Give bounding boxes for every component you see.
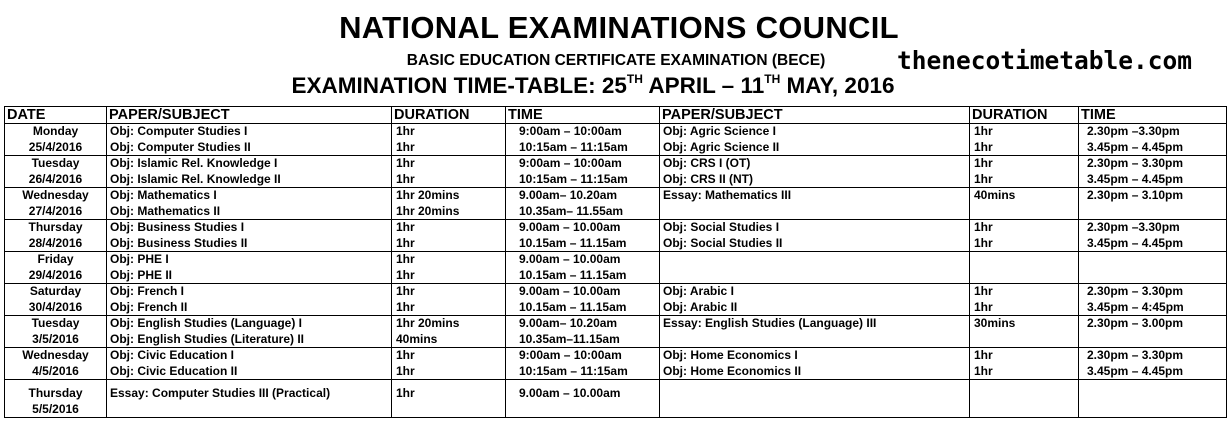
paper-time: 10.35am–11.15am xyxy=(519,331,620,346)
paper-duration xyxy=(974,386,1078,402)
col-header-duration-morning: DURATION xyxy=(392,107,506,124)
paper-subject xyxy=(663,204,969,220)
paper-cell-morning xyxy=(107,380,392,418)
paper-subject: Obj: Social Studies II xyxy=(663,235,783,250)
time-cell-morning xyxy=(506,188,660,220)
date-cell xyxy=(5,380,107,418)
paper-time: 10:15am – 11:15am xyxy=(519,171,628,186)
paper-subject: Obj: Business Studies I xyxy=(110,220,245,234)
paper-time: 2.30pm – 3.00pm xyxy=(1087,316,1184,330)
paper-duration: 1hr xyxy=(396,156,415,170)
paper-subject xyxy=(663,332,969,348)
col-header-paper-morning: PAPER/SUBJECT xyxy=(107,107,392,124)
date-cell xyxy=(5,252,107,284)
table-row xyxy=(5,316,1227,348)
time-cell-morning xyxy=(506,252,660,284)
paper-cell-morning xyxy=(107,252,392,284)
exam-date: 30/4/2016 xyxy=(28,299,83,314)
paper-time xyxy=(519,402,659,418)
exam-date: 3/5/2016 xyxy=(32,331,79,346)
paper-time xyxy=(1087,204,1226,220)
paper-subject: Obj: Civic Education II xyxy=(110,363,238,378)
paper-cell-morning xyxy=(107,284,392,316)
paper-duration: 1hr xyxy=(974,124,993,138)
paper-duration: 1hr xyxy=(396,299,415,314)
paper-subject: Obj: Agric Science I xyxy=(663,124,776,138)
time-cell-morning xyxy=(506,284,660,316)
paper-time: 9.00am– 10.20am xyxy=(519,316,618,330)
paper-duration: 1hr xyxy=(974,220,993,234)
day-name: Thursday xyxy=(28,220,83,234)
time-cell-afternoon xyxy=(1079,156,1227,188)
paper-time xyxy=(1087,268,1226,284)
paper-subject: Obj: Home Economics II xyxy=(663,363,802,378)
paper-subject: Obj: Arabic I xyxy=(663,284,734,298)
paper-time: 3.45pm – 4.45pm xyxy=(1087,139,1184,154)
paper-duration: 1hr 20mins xyxy=(396,316,460,330)
duration-cell-afternoon xyxy=(970,252,1079,284)
paper-cell-morning xyxy=(107,188,392,220)
paper-time: 2.30pm –3.30pm xyxy=(1087,220,1180,234)
table-row xyxy=(5,188,1227,220)
col-header-date: DATE xyxy=(5,107,107,124)
table-row xyxy=(5,284,1227,316)
table-row xyxy=(5,348,1227,380)
col-header-paper-afternoon: PAPER/SUBJECT xyxy=(660,107,970,124)
paper-time: 10.15am – 11.15am xyxy=(519,235,627,250)
day-name: Wednesday xyxy=(22,348,89,362)
paper-duration xyxy=(974,252,1078,268)
paper-cell-afternoon xyxy=(660,220,970,252)
paper-duration: 1hr xyxy=(974,171,993,186)
paper-cell-morning xyxy=(107,348,392,380)
date-cell xyxy=(5,316,107,348)
paper-duration: 1hr xyxy=(974,363,993,378)
paper-time: 3.45pm – 4.45pm xyxy=(1087,171,1184,186)
ordinal-suffix: TH xyxy=(626,72,643,86)
paper-duration: 30mins xyxy=(974,316,1016,330)
paper-time: 2.30pm – 3.30pm xyxy=(1087,156,1184,170)
table-row xyxy=(5,380,1227,418)
paper-subject: Obj: Agric Science II xyxy=(663,139,780,154)
duration-cell-afternoon xyxy=(970,348,1079,380)
paper-duration: 1hr xyxy=(396,386,415,400)
timetable-suffix: MAY, 2016 xyxy=(780,73,895,98)
time-cell-afternoon xyxy=(1079,348,1227,380)
timetable-prefix: EXAMINATION TIME-TABLE: 25 xyxy=(291,73,627,98)
duration-cell-morning xyxy=(392,348,506,380)
paper-duration xyxy=(974,268,1078,284)
exam-date: 27/4/2016 xyxy=(28,203,83,218)
table-row xyxy=(5,156,1227,188)
paper-cell-afternoon xyxy=(660,252,970,284)
paper-duration: 1hr xyxy=(974,156,993,170)
duration-cell-afternoon xyxy=(970,124,1079,156)
paper-time: 3.45pm – 4:45pm xyxy=(1087,299,1184,314)
paper-duration: 1hr xyxy=(974,348,993,362)
paper-time: 9.00am– 10.20am xyxy=(519,188,618,202)
paper-duration: 1hr xyxy=(974,299,993,314)
paper-subject xyxy=(663,252,969,268)
paper-time: 9.00am – 10.00am xyxy=(519,284,621,298)
paper-time xyxy=(1087,332,1226,348)
paper-cell-afternoon xyxy=(660,380,970,418)
paper-time: 9.00am – 10.00am xyxy=(519,386,621,400)
time-cell-afternoon xyxy=(1079,380,1227,418)
exam-subtitle: BASIC EDUCATION CERTIFICATE EXAMINATION (BECE) xyxy=(406,52,826,69)
paper-subject: Obj: Social Studies I xyxy=(663,220,780,234)
date-cell xyxy=(5,348,107,380)
exam-date: 28/4/2016 xyxy=(28,235,83,250)
time-cell-morning xyxy=(506,124,660,156)
duration-cell-morning xyxy=(392,316,506,348)
duration-cell-morning xyxy=(392,188,506,220)
paper-cell-morning xyxy=(107,124,392,156)
table-row xyxy=(5,252,1227,284)
paper-duration: 1hr xyxy=(396,267,415,282)
header-row xyxy=(5,107,1227,124)
duration-cell-afternoon xyxy=(970,380,1079,418)
paper-duration: 1hr xyxy=(396,171,415,186)
paper-subject: Obj: Home Economics I xyxy=(663,348,798,362)
paper-duration: 1hr xyxy=(396,252,415,266)
duration-cell-morning xyxy=(392,220,506,252)
paper-duration xyxy=(396,402,505,418)
paper-subject: Obj: English Studies (Literature) II xyxy=(110,331,305,346)
time-cell-morning xyxy=(506,348,660,380)
duration-cell-morning xyxy=(392,380,506,418)
paper-subject: Obj: French I xyxy=(110,284,185,298)
paper-subject: Obj: PHE I xyxy=(110,252,169,266)
duration-cell-afternoon xyxy=(970,284,1079,316)
paper-duration xyxy=(974,332,1078,348)
time-cell-afternoon xyxy=(1079,284,1227,316)
paper-time: 3.45pm – 4.45pm xyxy=(1087,363,1184,378)
duration-cell-morning xyxy=(392,156,506,188)
paper-duration: 1hr xyxy=(974,139,993,154)
day-name: Friday xyxy=(37,252,74,266)
paper-time: 10.35am– 11.55am xyxy=(519,203,624,218)
paper-duration: 1hr xyxy=(396,139,415,154)
time-cell-afternoon xyxy=(1079,220,1227,252)
paper-duration: 1hr xyxy=(396,220,415,234)
paper-subject: Obj: Islamic Rel. Knowledge I xyxy=(110,156,278,170)
paper-subject xyxy=(663,386,969,402)
paper-time: 9:00am – 10:00am xyxy=(519,156,622,170)
paper-time xyxy=(1087,252,1226,268)
table-row xyxy=(5,124,1227,156)
paper-subject: Essay: English Studies (Language) III xyxy=(663,316,877,330)
site-watermark: thenecotimetable.com xyxy=(897,46,1193,75)
paper-subject xyxy=(663,402,969,418)
paper-subject: Obj: Computer Studies I xyxy=(110,124,248,138)
day-name: Tuesday xyxy=(31,156,80,170)
time-cell-morning xyxy=(506,220,660,252)
paper-duration: 40mins xyxy=(974,188,1016,202)
exam-date: 26/4/2016 xyxy=(28,171,83,186)
time-cell-morning xyxy=(506,380,660,418)
duration-cell-morning xyxy=(392,252,506,284)
paper-time xyxy=(1087,386,1226,402)
paper-cell-morning xyxy=(107,316,392,348)
timetable-mid: APRIL – 11 xyxy=(642,73,765,98)
paper-duration: 1hr 20mins xyxy=(396,203,460,218)
paper-time: 9.00am – 10.00am xyxy=(519,220,621,234)
timetable-heading xyxy=(0,72,1228,99)
paper-subject: Obj: French II xyxy=(110,299,188,314)
day-name: Tuesday xyxy=(31,316,80,330)
paper-cell-afternoon xyxy=(660,316,970,348)
paper-duration xyxy=(974,204,1078,220)
paper-duration: 1hr xyxy=(974,284,993,298)
paper-subject: Obj: Arabic II xyxy=(663,299,738,314)
table-row xyxy=(5,220,1227,252)
paper-cell-afternoon xyxy=(660,188,970,220)
date-cell xyxy=(5,156,107,188)
paper-subject: Obj: Computer Studies II xyxy=(110,139,251,154)
paper-duration: 1hr xyxy=(396,124,415,138)
duration-cell-afternoon xyxy=(970,220,1079,252)
duration-cell-afternoon xyxy=(970,316,1079,348)
date-cell xyxy=(5,188,107,220)
paper-subject: Essay: Computer Studies III (Practical) xyxy=(110,386,331,400)
paper-subject: Obj: Mathematics I xyxy=(110,188,217,202)
paper-time: 2.30pm – 3.30pm xyxy=(1087,284,1184,298)
paper-subject: Obj: Civic Education I xyxy=(110,348,235,362)
paper-subject: Obj: CRS I (OT) xyxy=(663,156,751,170)
paper-subject: Obj: PHE II xyxy=(110,267,173,282)
paper-subject: Essay: Mathematics III xyxy=(663,188,792,202)
paper-time: 9:00am – 10:00am xyxy=(519,348,622,362)
paper-duration: 1hr 20mins xyxy=(396,188,460,202)
paper-subject xyxy=(110,402,391,418)
paper-time: 2.30pm – 3.10pm xyxy=(1087,188,1184,202)
paper-time: 10.15am – 11.15am xyxy=(519,267,627,282)
duration-cell-morning xyxy=(392,284,506,316)
paper-time: 2.30pm –3.30pm xyxy=(1087,124,1180,138)
exam-date: 25/4/2016 xyxy=(28,139,83,154)
paper-time: 3.45pm – 4.45pm xyxy=(1087,235,1184,250)
date-cell xyxy=(5,220,107,252)
col-header-duration-afternoon: DURATION xyxy=(970,107,1079,124)
time-cell-morning xyxy=(506,316,660,348)
day-name: Monday xyxy=(32,124,79,138)
paper-subject: Obj: Islamic Rel. Knowledge II xyxy=(110,171,281,186)
paper-time: 9:00am – 10:00am xyxy=(519,124,622,138)
time-cell-afternoon xyxy=(1079,188,1227,220)
paper-cell-afternoon xyxy=(660,284,970,316)
date-cell xyxy=(5,284,107,316)
exam-date: 29/4/2016 xyxy=(28,267,83,282)
paper-cell-afternoon xyxy=(660,156,970,188)
time-cell-afternoon xyxy=(1079,316,1227,348)
col-header-time-afternoon: TIME xyxy=(1079,107,1227,124)
paper-time: 10:15am – 11:15am xyxy=(519,363,628,378)
paper-duration: 1hr xyxy=(396,363,415,378)
paper-duration xyxy=(974,402,1078,418)
paper-duration: 1hr xyxy=(974,235,993,250)
paper-cell-afternoon xyxy=(660,348,970,380)
paper-subject: Obj: English Studies (Language) I xyxy=(110,316,303,330)
paper-time: 2.30pm – 3.30pm xyxy=(1087,348,1184,362)
paper-subject: Obj: Business Studies II xyxy=(110,235,248,250)
paper-cell-morning xyxy=(107,220,392,252)
paper-time: 10.15am – 11.15am xyxy=(519,299,627,314)
paper-time xyxy=(1087,402,1226,418)
paper-subject: Obj: Mathematics II xyxy=(110,203,221,218)
col-header-time-morning: TIME xyxy=(506,107,660,124)
paper-time: 9.00am – 10.00am xyxy=(519,252,621,266)
day-name: Thursday xyxy=(28,386,83,400)
day-name: Saturday xyxy=(29,284,82,298)
time-cell-afternoon xyxy=(1079,252,1227,284)
paper-subject: Obj: CRS II (NT) xyxy=(663,171,753,186)
ordinal-suffix: TH xyxy=(764,72,781,86)
day-name: Wednesday xyxy=(22,188,89,202)
paper-subject xyxy=(663,268,969,284)
date-cell xyxy=(5,124,107,156)
time-cell-morning xyxy=(506,156,660,188)
paper-duration: 1hr xyxy=(396,284,415,298)
exam-date: 4/5/2016 xyxy=(32,363,79,378)
duration-cell-afternoon xyxy=(970,156,1079,188)
council-title: NATIONAL EXAMINATIONS COUNCIL xyxy=(339,10,899,45)
time-cell-afternoon xyxy=(1079,124,1227,156)
paper-duration: 1hr xyxy=(396,348,415,362)
timetable xyxy=(4,106,1227,418)
exam-date: 5/5/2016 xyxy=(32,401,79,416)
paper-cell-morning xyxy=(107,156,392,188)
duration-cell-afternoon xyxy=(970,188,1079,220)
duration-cell-morning xyxy=(392,124,506,156)
paper-cell-afternoon xyxy=(660,124,970,156)
paper-duration: 40mins xyxy=(396,331,438,346)
paper-time: 10:15am – 11:15am xyxy=(519,139,628,154)
paper-duration: 1hr xyxy=(396,235,415,250)
